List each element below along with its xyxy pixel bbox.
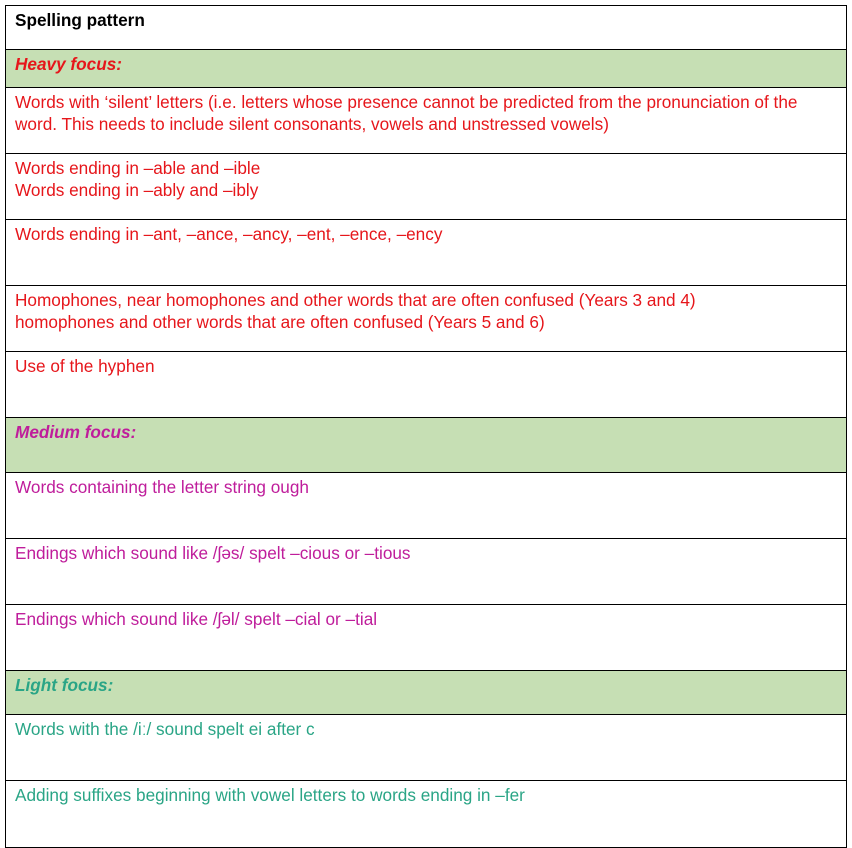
table-row bbox=[6, 220, 847, 286]
table-row bbox=[6, 352, 847, 418]
pattern-cell bbox=[6, 605, 847, 671]
table-row bbox=[6, 781, 847, 848]
table-row bbox=[6, 154, 847, 220]
table-header-row bbox=[6, 6, 847, 50]
pattern-cell bbox=[6, 715, 847, 781]
pattern-cell bbox=[6, 781, 847, 848]
pattern-text: homophones and other words that are often confused (Years 5 and 6) bbox=[15, 312, 545, 332]
pattern-cell bbox=[6, 88, 847, 154]
pattern-text: Adding suffixes beginning with vowel letters to words ending in –fer bbox=[15, 785, 525, 805]
table-row bbox=[6, 715, 847, 781]
pattern-text: Endings which sound like /ʃəs/ spelt –cious or –tious bbox=[15, 543, 411, 563]
spelling-pattern-table bbox=[5, 5, 847, 848]
pattern-text: Use of the hyphen bbox=[15, 356, 155, 376]
table-row bbox=[6, 286, 847, 352]
section-heading-light bbox=[6, 671, 847, 715]
table-row bbox=[6, 605, 847, 671]
section-row-light bbox=[6, 671, 847, 715]
section-label-heavy: Heavy focus: bbox=[15, 54, 122, 74]
pattern-cell bbox=[6, 220, 847, 286]
pattern-cell bbox=[6, 154, 847, 220]
section-label-medium: Medium focus: bbox=[15, 422, 137, 442]
section-heading-medium bbox=[6, 418, 847, 473]
section-heading-heavy bbox=[6, 50, 847, 88]
pattern-text: Words with ‘silent’ letters (i.e. letters whose presence cannot be predicted from the pronunciation of the word. This needs to include silent consonants, vowels and unstressed vowels) bbox=[15, 92, 798, 134]
pattern-text: Words with the /iː/ sound spelt ei after c bbox=[15, 719, 315, 739]
section-row-medium bbox=[6, 418, 847, 473]
section-row-heavy bbox=[6, 50, 847, 88]
pattern-cell bbox=[6, 539, 847, 605]
header-cell bbox=[6, 6, 847, 50]
table-row bbox=[6, 473, 847, 539]
table-row bbox=[6, 88, 847, 154]
pattern-cell bbox=[6, 473, 847, 539]
section-label-light: Light focus: bbox=[15, 675, 114, 695]
pattern-text: Homophones, near homophones and other words that are often confused (Years 3 and 4) bbox=[15, 290, 696, 310]
pattern-text: Words ending in –ant, –ance, –ancy, –ent, –ence, –ency bbox=[15, 224, 443, 244]
table-row bbox=[6, 539, 847, 605]
pattern-text: Endings which sound like /ʃəl/ spelt –cial or –tial bbox=[15, 609, 378, 629]
pattern-cell bbox=[6, 286, 847, 352]
pattern-text: Words ending in –able and –ible bbox=[15, 158, 261, 178]
pattern-text: Words containing the letter string ough bbox=[15, 477, 309, 497]
pattern-cell bbox=[6, 352, 847, 418]
header-label: Spelling pattern bbox=[15, 10, 145, 30]
pattern-text: Words ending in –ably and –ibly bbox=[15, 180, 259, 200]
